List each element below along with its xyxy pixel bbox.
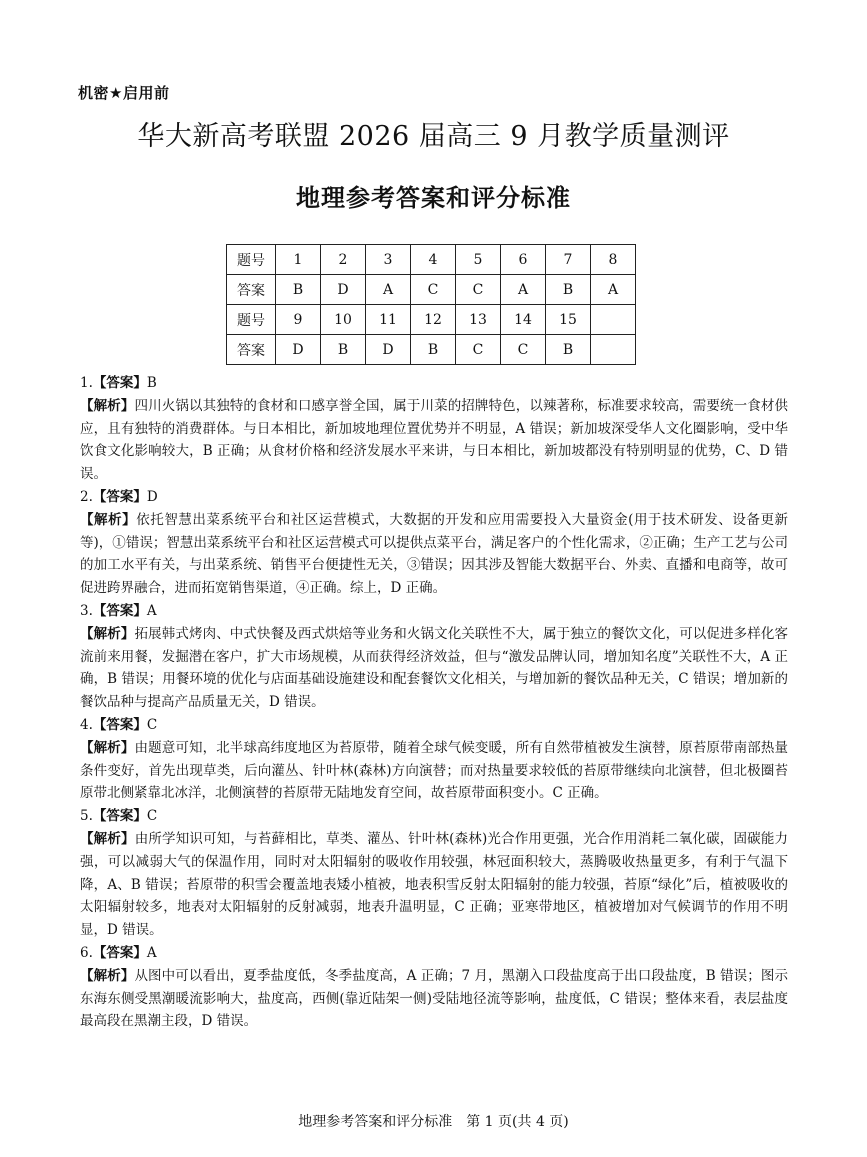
question-block bbox=[80, 714, 788, 805]
analysis-text: 依托智慧出菜系统平台和社区运营模式，大数据的开发和应用需要投入大量资金(用于技术研发、设备更新等)，①错误；智慧出菜系统平台和社区运营模式可以提供点菜平台，满足客户的个性化需求，②正确；生产工艺与公司的加工水平有关，与出菜系统、销售平台便捷性无关，③错误；因其涉及智能大数据平台、外卖、直播和电商等，故可促进跨界融合，进而拓宽销售渠道，④正确。综上，D 正确。 bbox=[80, 511, 788, 597]
table-cell: 15 bbox=[546, 305, 591, 335]
table-cell: C bbox=[411, 275, 456, 305]
answer-table-row bbox=[227, 305, 636, 335]
question-block bbox=[80, 600, 788, 714]
answer-table-row bbox=[227, 245, 636, 275]
page-footer: 地理参考答案和评分标准 第 1 页(共 4 页) bbox=[298, 1114, 569, 1130]
table-cell bbox=[591, 335, 636, 365]
answer-tag: 【答案】 bbox=[92, 716, 147, 733]
answer-table-row bbox=[227, 275, 636, 305]
answer-value: C bbox=[146, 808, 158, 825]
answer-tag: 【答案】 bbox=[92, 375, 147, 391]
analysis-tag: 【解析】 bbox=[80, 830, 135, 847]
analysis-tag: 【解析】 bbox=[80, 967, 135, 984]
analysis-text: 由所学知识可知，与苔藓相比，草类、灌丛、针叶林(森林)光合作用更强，光合作用消耗二氧化碳，固碳能力强，可以减弱大气的保温作用，同时对太阳辐射的吸收作用较强，林冠面积较大，蒸腾吸收热量更多，有利于气温下降，A、B 错误；苔原带的积雪会覆盖地表矮小植被，地表积雪反射太阳辐射的能力较强，苔原“绿化”后，植被吸收的太阳辐射较多，地表对太阳辐射的反射减弱，地表升温明显，C 正确；亚寒带地区，植被增加对气候调节的作用不明显，D 错误。 bbox=[80, 830, 788, 939]
analysis-tag: 【解析】 bbox=[80, 397, 135, 414]
analysis-tag: 【解析】 bbox=[80, 739, 135, 756]
table-cell: B bbox=[276, 275, 321, 305]
table-cell: 1 bbox=[276, 245, 321, 275]
table-cell: 14 bbox=[501, 305, 546, 335]
table-cell: B bbox=[411, 335, 456, 365]
answer-tag: 【答案】 bbox=[92, 602, 147, 619]
answer-value: B bbox=[146, 375, 157, 391]
table-cell: 10 bbox=[321, 305, 366, 335]
question-block bbox=[80, 805, 788, 942]
analysis-text: 由题意可知，北半球高纬度地区为苔原带，随着全球气候变暖，所有自然带植被发生演替，原苔原带南部热量条件变好，首先出现草类，后向灌丛、针叶林(森林)方向演替；而对热量要求较低的苔原带继续向北演替，但北极圈苔原带北侧紧靠北冰洋，北侧演替的苔原带无陆地发育空间，故苔原带面积变小。C 正确。 bbox=[80, 739, 789, 802]
analysis-paragraph bbox=[80, 828, 788, 942]
question-block bbox=[80, 942, 788, 1033]
question-number: 4. bbox=[80, 716, 93, 733]
table-cell: B bbox=[546, 275, 591, 305]
analysis-text: 拓展韩式烤肉、中式快餐及西式烘焙等业务和火锅文化关联性不大，属于独立的餐饮文化，可以促进多样化客流前来用餐，发掘潜在客户，扩大市场规模，从而获得经济效益，但与“激发品牌认同，增加知名度”关联性不大，A 正确，B 错误；用餐环境的优化与店面基础设施建设和配套餐饮文化相关，与增加新的餐饮品种无关，C 错误；增加新的餐饮品种与提高产品质量无关，D 错误。 bbox=[80, 625, 789, 711]
table-cell: A bbox=[366, 275, 411, 305]
table-cell: D bbox=[366, 335, 411, 365]
question-number: 3. bbox=[80, 602, 93, 619]
analysis-text: 从图中可以看出，夏季盐度低，冬季盐度高，A 正确；7 月，黑潮入口段盐度高于出口段盐度，B 错误；图示东海东侧受黑潮暖流影响大，盐度高，西侧(靠近陆架一侧)受陆地径流等影响，盐度低，C 错误；整体来看，表层盐度最高段在黑潮主段，D 错误。 bbox=[80, 967, 788, 1030]
answer-line bbox=[80, 486, 788, 509]
table-cell: C bbox=[456, 275, 501, 305]
table-cell: D bbox=[321, 275, 366, 305]
answer-line bbox=[80, 805, 788, 828]
question-block bbox=[80, 372, 788, 486]
analysis-tag: 【解析】 bbox=[80, 511, 137, 528]
answer-value: C bbox=[146, 716, 158, 733]
analysis-paragraph bbox=[80, 623, 788, 714]
analysis-paragraph bbox=[80, 395, 788, 486]
answer-tag: 【答案】 bbox=[92, 808, 147, 825]
question-number: 5. bbox=[80, 808, 93, 825]
table-cell: 8 bbox=[591, 245, 636, 275]
answer-value: D bbox=[146, 488, 158, 505]
answer-line bbox=[80, 372, 788, 395]
row-header-cell: 答案 bbox=[227, 275, 276, 305]
table-cell: B bbox=[321, 335, 366, 365]
table-cell: 11 bbox=[366, 305, 411, 335]
confidential-label: 机密★启用前 bbox=[78, 84, 170, 102]
analysis-tag: 【解析】 bbox=[80, 625, 135, 642]
table-cell bbox=[591, 305, 636, 335]
table-cell: 7 bbox=[546, 245, 591, 275]
table-cell: 9 bbox=[276, 305, 321, 335]
answer-value: A bbox=[146, 944, 157, 961]
answer-table-row bbox=[227, 335, 636, 365]
table-cell: 6 bbox=[501, 245, 546, 275]
table-cell: 13 bbox=[456, 305, 501, 335]
table-cell: A bbox=[591, 275, 636, 305]
analysis-paragraph bbox=[80, 965, 788, 1033]
exam-title: 华大新高考联盟 2026 届高三 9 月教学质量测评 bbox=[137, 121, 730, 152]
document-subtitle: 地理参考答案和评分标准 bbox=[296, 184, 571, 212]
table-cell: 3 bbox=[366, 245, 411, 275]
table-cell: 5 bbox=[456, 245, 501, 275]
table-cell: 2 bbox=[321, 245, 366, 275]
row-header-cell: 答案 bbox=[227, 335, 276, 365]
table-cell: A bbox=[501, 275, 546, 305]
answer-line bbox=[80, 714, 788, 737]
answer-explanations bbox=[80, 372, 788, 1033]
answer-value: A bbox=[146, 602, 157, 619]
answer-tag: 【答案】 bbox=[92, 488, 147, 505]
table-cell: C bbox=[501, 335, 546, 365]
row-header-cell: 题号 bbox=[227, 305, 276, 335]
row-header-cell: 题号 bbox=[227, 245, 276, 275]
question-block bbox=[80, 486, 788, 600]
answer-tag: 【答案】 bbox=[92, 944, 147, 961]
question-number: 1. bbox=[80, 375, 93, 391]
table-cell: C bbox=[456, 335, 501, 365]
answer-line bbox=[80, 942, 788, 965]
table-cell: D bbox=[276, 335, 321, 365]
question-number: 2. bbox=[80, 488, 93, 505]
analysis-paragraph bbox=[80, 509, 788, 600]
table-cell: 12 bbox=[411, 305, 456, 335]
answer-table bbox=[226, 244, 636, 365]
analysis-text: 四川火锅以其独特的食材和口感享誉全国，属于川菜的招牌特色，以辣著称，标准要求较高，需要统一食材供应，且有独特的消费群体。与日本相比，新加坡地理位置优势并不明显，A 错误；新加坡深受华人文化圈影响，受中华饮食文化影响较大，B 正确；从食材价格和经济发展水平来讲，与日本相比，新加坡都没有特别明显的优势，C、D 错误。 bbox=[80, 397, 789, 483]
table-cell: 4 bbox=[411, 245, 456, 275]
question-number: 6. bbox=[80, 944, 93, 961]
analysis-paragraph bbox=[80, 737, 788, 805]
table-cell: B bbox=[546, 335, 591, 365]
answer-line bbox=[80, 600, 788, 623]
